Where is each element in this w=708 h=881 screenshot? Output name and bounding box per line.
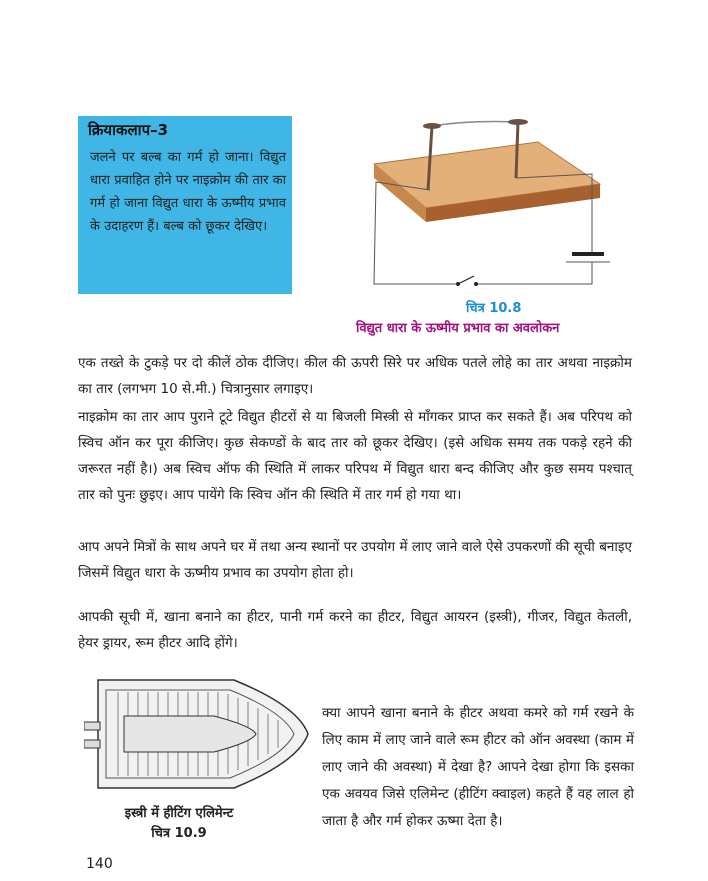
heating-wire bbox=[432, 122, 518, 127]
figure-iron-element bbox=[84, 672, 310, 796]
figure-10-9-caption-line1: इस्त्री में हीटिंग एलिमेन्ट bbox=[124, 806, 234, 821]
paragraph-1: एक तख्ते के टुकड़े पर दो कीलें ठोक दीजिए। कील की ऊपरी सिरे पर अधिक पतले लोहे का तार अथवा नाइक्रोम का तार (लगभग 10 से.मी.) चित्रानुसार लगाइए। bbox=[78, 355, 632, 397]
figure-board-circuit bbox=[360, 112, 638, 292]
paragraph-4: आपकी सूची में, खाना बनाने का हीटर, पानी गर्म करने का हीटर, विद्युत आयरन (इस्त्री), गीजर, विद्युत केतली, हेयर ड्रायर, रूम हीटर आदि होंगे। bbox=[78, 609, 632, 651]
activity-text: जलने पर बल्ब का गर्म हो जाना। विद्युत धारा प्रवाहित होने पर नाइक्रोम की तार का गर्म हो जाना विद्युत धारा के ऊष्मीय प्रभाव के उदाहरण हैं। बल्ब को छूकर देखिए। bbox=[90, 150, 286, 234]
figure-10-9-caption bbox=[84, 804, 274, 844]
paragraph-3: आप अपने मित्रों के साथ अपने घर में तथा अन्य स्थानों पर उपयोग में लाए जाने वाले ऐसे उपकरणों की सूची बनाइए जिसमें विद्युत धारा के ऊष्मीय प्रभाव का उपयोग होता हो। bbox=[78, 539, 632, 581]
paragraph-2: नाइक्रोम का तार आप पुराने टूटे विद्युत हीटरों से या बिजली मिस्त्री से माँगकर प्राप्त कर सकते हैं। अब परिपथ को स्विच ऑन कर पूरा कीजिए। कुछ सेकण्डों के बाद तार को छूकर देखिए। (इसे अधिक समय तक पकड़े रहने की जरूरत नहीं है।) अब स्विच ऑफ की स्थिति में लाकर परिपथ में विद्युत धारा बन्द कीजिए और कुछ समय पश्चात् तार को पुनः छुइए। आप पायेंगे कि स्विच ऑन की स्थिति में तार गर्म हो गया था। bbox=[78, 409, 632, 503]
side-paragraph: क्या आपने खाना बनाने के हीटर अथवा कमरे को गर्म रखने के लिए काम में लाए जाने वाले रूम हीटर को ऑन अवस्था (काम में लाए जाने की अवस्था) में देखा है? आपने देखा होगा कि इसका एक अवयव जिसे एलिमेन्ट (हीटिंग क्वाइल) कहते हैं वह लाल हो जाता है और गर्म होकर ऊष्मा देता है। bbox=[322, 705, 634, 829]
page-number: 140 bbox=[86, 856, 113, 872]
figure-10-8-caption: विद्युत धारा के ऊष्मीय प्रभाव का अवलोकन bbox=[356, 321, 560, 336]
figure-10-8-label: चित्र 10.8 bbox=[466, 301, 522, 316]
figure-10-9-caption-line2: चित्र 10.9 bbox=[151, 826, 207, 841]
terminal-bottom bbox=[84, 740, 100, 748]
activity-title: क्रियाकलाप–3 bbox=[88, 121, 169, 139]
terminal-top bbox=[84, 722, 100, 730]
switch bbox=[456, 276, 478, 286]
